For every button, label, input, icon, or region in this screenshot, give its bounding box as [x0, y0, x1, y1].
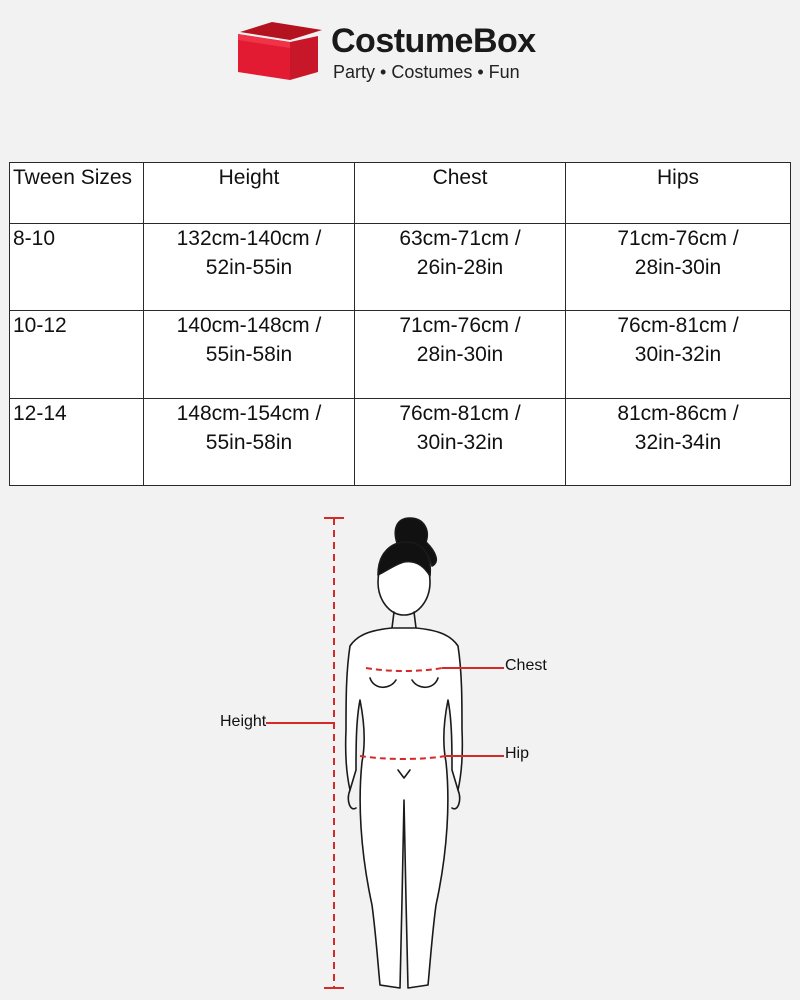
- header-chest: Chest: [355, 163, 566, 224]
- measurement-diagram: [0, 500, 800, 1000]
- header-tween-sizes: Tween Sizes: [10, 163, 144, 224]
- hip-label: Hip: [505, 745, 530, 762]
- hips-cell: 71cm-76cm / 28in-30in: [566, 224, 791, 311]
- hips-cell: 76cm-81cm / 30in-32in: [566, 311, 791, 398]
- height-cell: 148cm-154cm / 55in-58in: [144, 398, 355, 485]
- size-chart-table: [9, 162, 791, 486]
- body-outline-icon: [346, 518, 463, 988]
- chest-cell: 63cm-71cm / 26in-28in: [355, 224, 566, 311]
- header-hips: Hips: [566, 163, 791, 224]
- hips-cell: 81cm-86cm / 32in-34in: [566, 398, 791, 485]
- table-header-row: [10, 163, 791, 224]
- brand-name: CostumeBox: [331, 22, 536, 60]
- table-row: [10, 311, 791, 398]
- table-row: [10, 224, 791, 311]
- height-label: Height: [220, 713, 267, 730]
- brand-tagline: Party • Costumes • Fun: [333, 62, 520, 82]
- chest-cell: 76cm-81cm / 30in-32in: [355, 398, 566, 485]
- size-cell: 12-14: [10, 398, 144, 485]
- header-height: Height: [144, 163, 355, 224]
- table-row: [10, 398, 791, 485]
- size-cell: 10-12: [10, 311, 144, 398]
- brand-logo: [236, 20, 556, 90]
- size-cell: 8-10: [10, 224, 144, 311]
- height-cell: 140cm-148cm / 55in-58in: [144, 311, 355, 398]
- box-logo-icon: [236, 20, 326, 82]
- height-cell: 132cm-140cm / 52in-55in: [144, 224, 355, 311]
- chest-label: Chest: [505, 657, 547, 674]
- chest-cell: 71cm-76cm / 28in-30in: [355, 311, 566, 398]
